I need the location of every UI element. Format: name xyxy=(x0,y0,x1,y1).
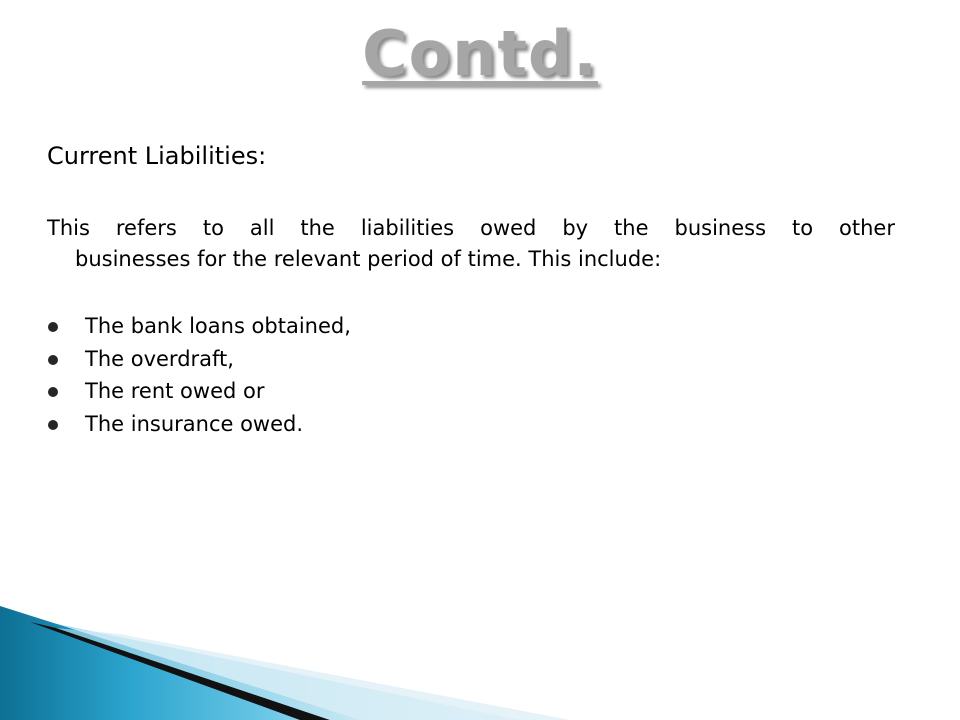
paragraph-line-1: This refers to all the liabilities owed by the business to other xyxy=(47,216,895,240)
section-heading: Current Liabilities: xyxy=(47,142,267,170)
list-item xyxy=(47,310,351,343)
list-item-text: The overdraft, xyxy=(85,346,234,371)
slide-title-text: Contd. xyxy=(362,17,598,90)
list-item xyxy=(47,408,351,441)
list-item-text: The bank loans obtained, xyxy=(85,314,351,338)
bullet-icon xyxy=(48,355,58,365)
description-paragraph xyxy=(47,213,895,275)
liabilities-list xyxy=(47,310,351,440)
list-item-text: The insurance owed. xyxy=(85,411,304,436)
bullet-icon xyxy=(48,387,58,397)
slide-title xyxy=(0,18,960,90)
list-item-text: The rent owed or xyxy=(85,379,265,403)
bullet-icon xyxy=(48,322,58,332)
list-item xyxy=(47,375,351,408)
bullet-icon xyxy=(48,420,58,430)
paragraph-line-2: businesses for the relevant period of time. This include: xyxy=(75,247,662,271)
list-item xyxy=(47,343,351,376)
